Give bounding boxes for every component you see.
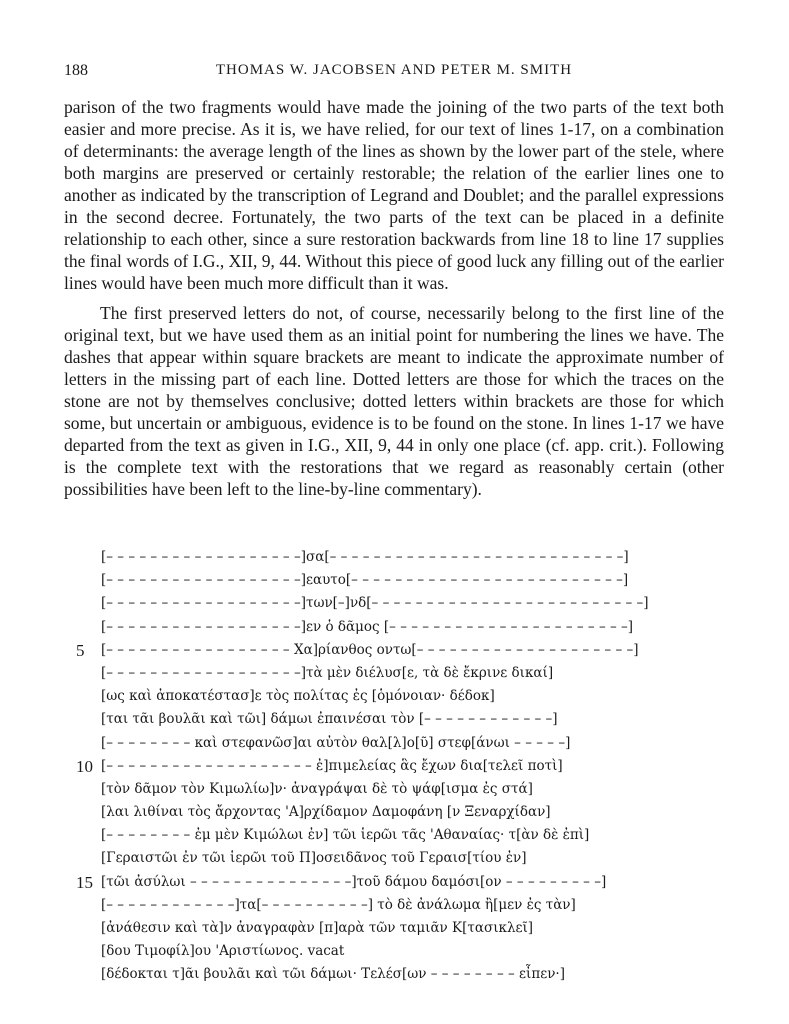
inscription-line (64, 778, 724, 801)
paragraph: parison of the two fragments would have made the joining of the two parts of the text both easier and more precise. As it is, we have relied, for our text of lines 1-17, on a combination of determinants: the average length of the lines as shown by the lower part of the stele, where both margins are preserved or certainly restorable; the relation of the earlier lines one to another as indicated by the transcription of Legrand and Doublet; and the parallel expressions in the second decree. Fortunately, the two parts of the text can be placed in a definite relationship to each other, since a sure restoration backwards from line 18 to line 17 supplies the final words of I.G., XII, 9, 44. Without this piece of good luck any filling out of the earlier lines would have been much more difficult than it was. (64, 97, 724, 293)
paragraph: The first preserved letters do not, of course, necessarily belong to the first line of the original text, but we have used them as an initial point for numbering the lines we have. The dashes that appear within square brackets are meant to indicate the approximate number of letters in the missing part of each line. Dotted letters are those for which the traces on the stone are not by themselves conclusive; dotted letters within brackets are those for which some, but uncertain or ambiguous, evidence is to be found on the stone. In lines 1-17 we have departed from the text as given in I.G., XII, 9, 44 in only one place (cf. app. crit.). Following is the complete text with the restorations that we regard as reasonably certain (other possibilities have been left to the line-by-line commentary). (64, 303, 724, 499)
inscription-line (64, 708, 724, 731)
page-number: 188 (64, 62, 88, 79)
line-text: [ως καὶ ἀποκατέστασ]ε τὸς πολίτας ἐς [ὁμόνοιαν· δέδοκ] (101, 688, 495, 705)
line-text: [– – – – – – – – – – – –]τα[– – – – – – – – – –] τὸ δὲ ἀνάλωμα ἢ[μεν ἐς τὰν] (101, 896, 576, 913)
line-text: [– – – – – – – – καὶ στεφανῶσ]αι αὐτὸν θαλ[λ]ο[ῦ] στεφ[άνωι – – – – –] (101, 734, 571, 751)
line-text: [ἀνάθεσιν καὶ τὰ]ν ἀναγραφὰν [π]αρὰ τῶν ταμιᾶν Κ[τασικλεῖ] (101, 920, 534, 936)
line-number: 15 (76, 872, 93, 892)
inscription-line (64, 963, 724, 986)
inscription-line (64, 847, 724, 870)
inscription-line (64, 894, 724, 917)
inscription-line (64, 616, 724, 639)
line-number: 10 (76, 756, 93, 776)
page-header (64, 62, 724, 84)
line-text: [– – – – – – – – – – – – – – – – – –]σα[– – – – – – – – – – – – – – – – – – – – – – – – – – –] (101, 549, 629, 565)
inscription-line (64, 801, 724, 824)
inscription-line (64, 592, 724, 615)
inscription-line (64, 871, 724, 894)
inscription-line (64, 662, 724, 685)
line-text: [λαι λιθίναι τὸς ἄρχοντας 'Α]ρχίδαμον Δαμοφάνη [ν Ξεναρχίδαν] (101, 804, 551, 821)
inscription-line (64, 755, 724, 778)
line-text: [– – – – – – – – ἐμ μὲν Κιμώλωι ἐν] τῶι ἱερῶι τᾶς 'Αθαναίας· τ[ὰν δὲ ἐπὶ] (101, 827, 590, 844)
line-text: [– – – – – – – – – – – – – – – – – –]εαυτο[– – – – – – – – – – – – – – – – – – – – – – – – –] (101, 572, 629, 589)
line-text: [τὸν δᾶμον τὸν Κιμωλίω]ν· ἀναγράψαι δὲ τὸ ψάφ[ισμα ἐς στά] (101, 780, 533, 797)
inscription-line (64, 546, 724, 569)
line-text: [– – – – – – – – – – – – – – – – – –]τὰ μὲν διέλυσ[ε, τὰ δὲ ἔκρινε δικαί] (101, 664, 554, 681)
running-head: THOMAS W. JACOBSEN AND PETER M. SMITH (215, 62, 573, 78)
inscription-line (64, 639, 724, 662)
line-text: [Γεραιστῶι ἐν τῶι ἱερῶι τοῦ Π]οσειδᾶνος τοῦ Γεραισ[τίου ἐν] (101, 850, 527, 867)
inscription-line (64, 940, 724, 963)
line-text: [δέδοκται τ]ᾶι βουλᾶι καὶ τῶι δάμωι· Τελέσ[ων – – – – – – – – εἶπεν·] (101, 966, 565, 983)
inscription-line (64, 569, 724, 592)
line-text: [τῶι ἀσύλωι – – – – – – – – – – – – – – –]τοῦ δάμου δαμόσι[ον – – – – – – – – –] (101, 873, 607, 890)
line-text: [δου Τιμοφίλ]ου 'Αριστίωνος. vacat (101, 943, 345, 960)
body-text (64, 96, 724, 500)
line-text: [ται τᾶι βουλᾶι καὶ τῶι] δάμωι ἐπαινέσαι τὸν [– – – – – – – – – – – –] (101, 711, 558, 728)
inscription-text (64, 546, 724, 987)
inscription-line (64, 917, 724, 940)
inscription-line (64, 824, 724, 847)
line-text: [– – – – – – – – – – – – – – – – – – – ἐ]πιμελείας ἃς ἔχων δια[τελεῖ ποτὶ] (101, 757, 563, 774)
inscription-line (64, 685, 724, 708)
line-number: 5 (76, 640, 85, 660)
inscription-line (64, 732, 724, 755)
line-text: [– – – – – – – – – – – – – – – – – Χα]ρίανθος οντω[– – – – – – – – – – – – – – – – – – – –] (101, 641, 639, 658)
line-text: [– – – – – – – – – – – – – – – – – –]εν ὁ δᾶμος [– – – – – – – – – – – – – – – – – – – – – –] (101, 618, 634, 635)
line-text: [– – – – – – – – – – – – – – – – – –]των[–]νδ[– – – – – – – – – – – – – – – – – – – – – – – – –] (101, 595, 649, 612)
